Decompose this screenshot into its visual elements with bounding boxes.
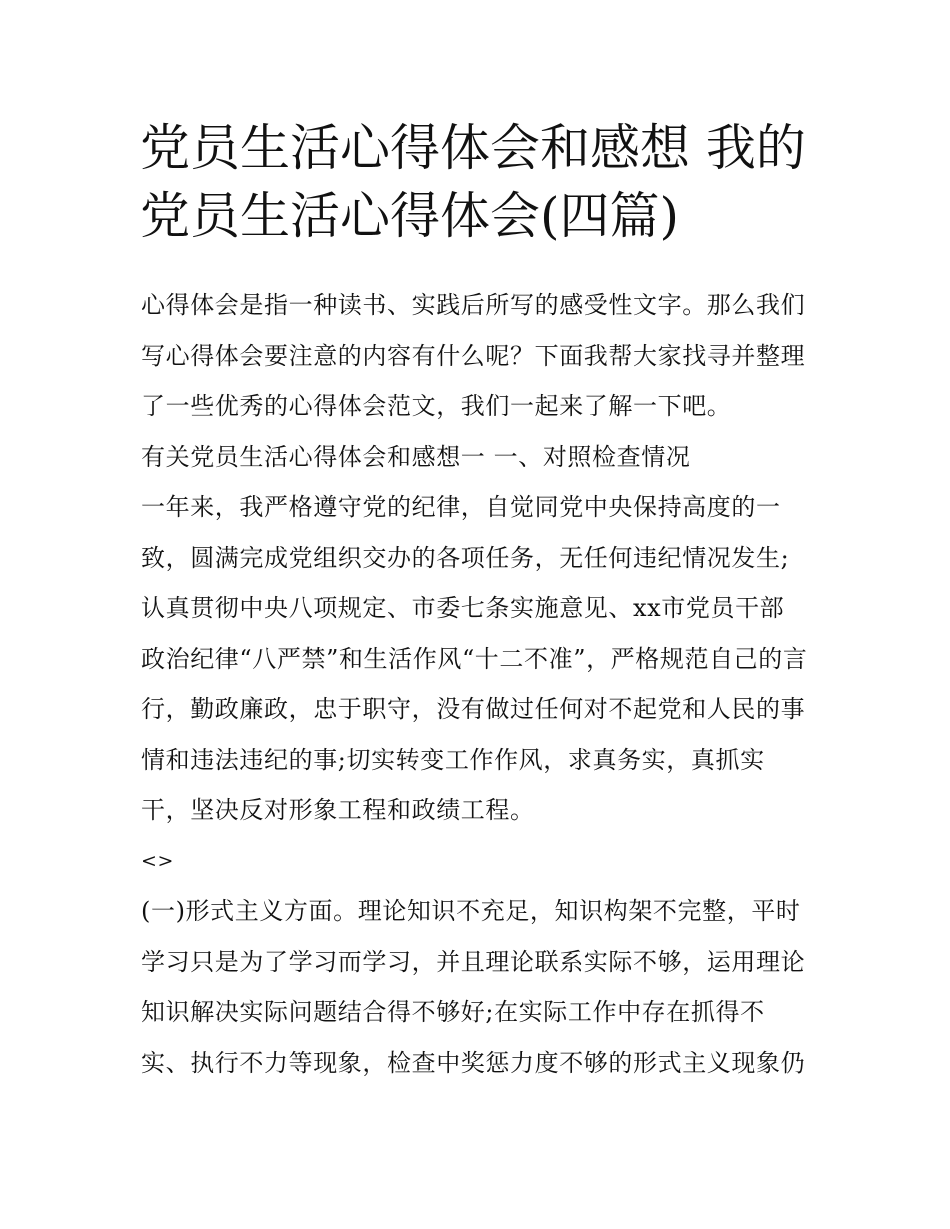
body-line-8: 政治纪律“八严禁”和生活作风“十二不准”，严格规范自己的言	[141, 644, 808, 673]
section-heading-line: 有关党员生活心得体会和感想一 一、对照检查情况	[141, 442, 691, 471]
body-line-7: 认真贯彻中央八项规定、市委七条实施意见、xx市党员干部	[141, 594, 785, 622]
document-title	[140, 114, 830, 250]
body-line-1: 心得体会是指一种读书、实践后所写的感受性文字。那么我们	[141, 291, 806, 319]
body-line-13: (一)形式主义方面。理论知识不充足，知识构架不完整，平时	[141, 897, 801, 925]
body-line-16: 实、执行不力等现象，检查中奖惩力度不够的形式主义现象仍	[141, 1048, 806, 1077]
body-line-5: 一年来，我严格遵守党的纪律，自觉同党中央保持高度的一	[141, 493, 781, 521]
document-body	[141, 280, 821, 1088]
body-line-11: 干，坚决反对形象工程和政绩工程。	[141, 796, 535, 824]
body-line-2: 写心得体会要注意的内容有什么呢？下面我帮大家找寻并整理	[141, 341, 806, 370]
body-line-6: 致，圆满完成党组织交办的各项任务，无任何违纪情况发生;	[141, 543, 790, 572]
placeholder-marker: <>	[141, 849, 175, 872]
body-line-3: 了一些优秀的心得体会范文，我们一起来了解一下吧。	[141, 392, 732, 420]
body-line-9: 行，勤政廉政，忠于职守，没有做过任何对不起党和人民的事	[141, 695, 806, 723]
body-line-15: 知识解决实际问题结合得不够好;在实际工作中存在抓得不	[141, 998, 765, 1026]
body-line-10: 情和违法违纪的事;切实转变工作作风，求真务实，真抓实	[141, 745, 765, 774]
body-line-14: 学习只是为了学习而学习，并且理论联系实际不够，运用理论	[141, 947, 806, 976]
title-line-1: 党员生活心得体会和感想 我的	[140, 119, 806, 177]
title-line-2: 党员生活心得体会(四篇)	[140, 187, 680, 245]
